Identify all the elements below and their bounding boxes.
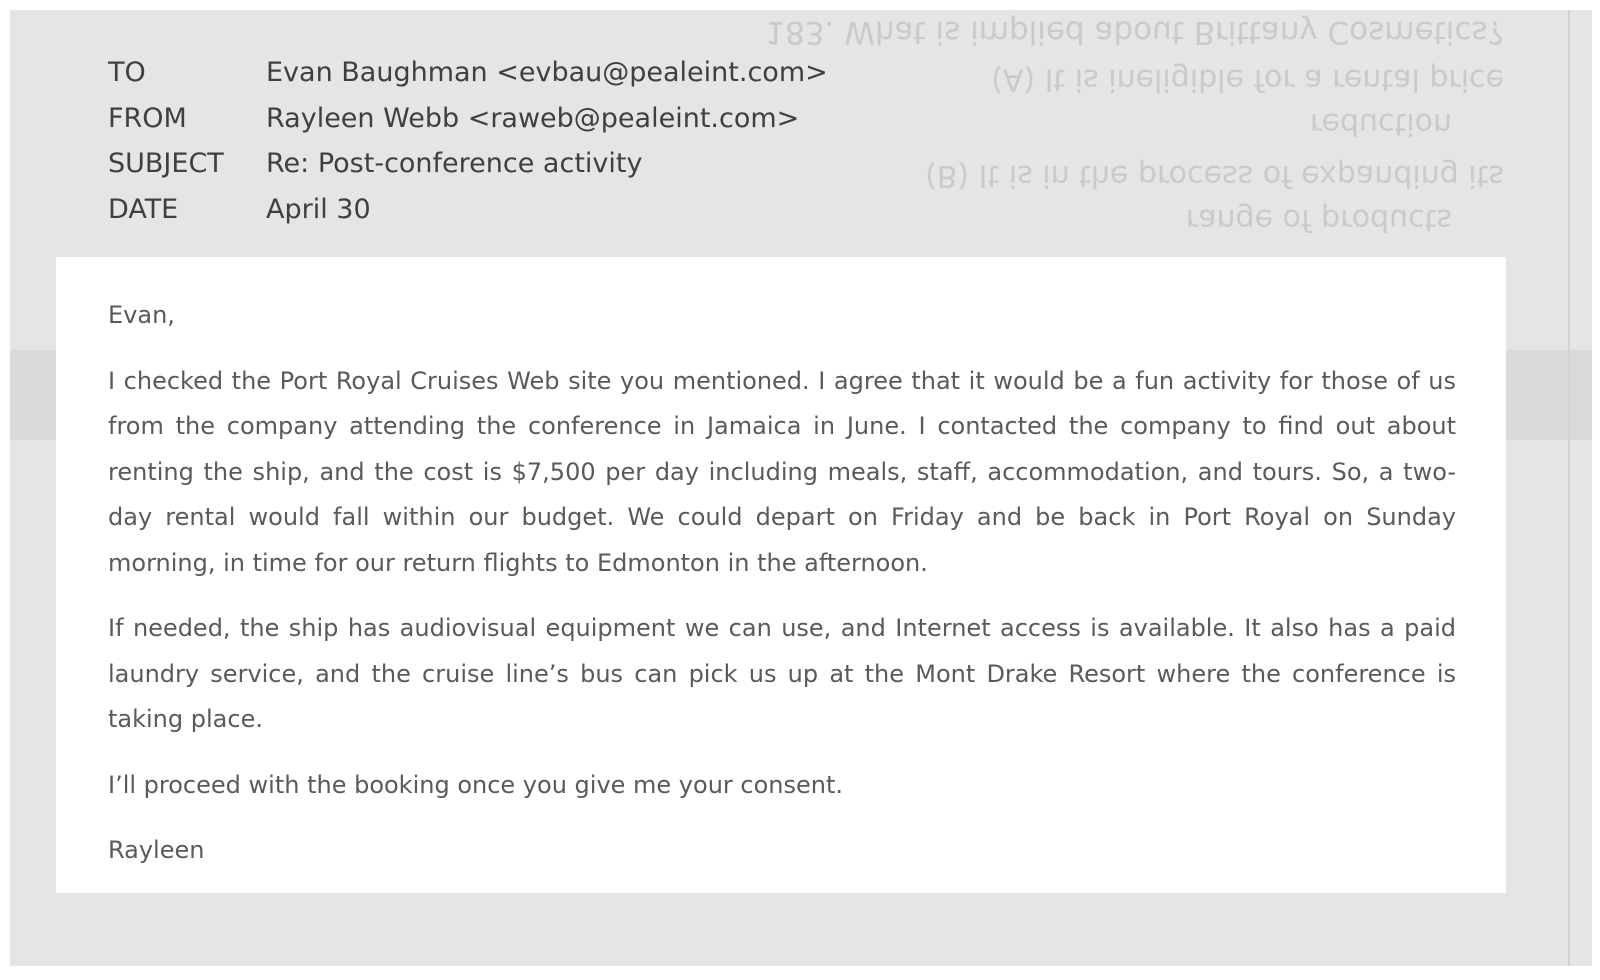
subject-value: Re: Post-conference activity	[266, 148, 643, 179]
signature: Rayleen	[108, 836, 205, 864]
message-text	[108, 293, 1456, 894]
header-label: TO	[108, 57, 146, 88]
body-paragraph: If needed, the ship has audiovisual equipment we can use, and Internet access is available. It also has a paid laundry service, and the cruise line’s bus can pick us up at the Mont Drake Resort where the conference is taking place.	[108, 614, 1456, 733]
greeting: Evan,	[108, 301, 175, 329]
recipient-value: Evan Baughman <evbau@pealeint.com>	[266, 57, 828, 88]
header-label: FROM	[108, 102, 187, 134]
bleed-through-text: reduction	[1309, 106, 1452, 141]
bleed-through-text: (B) It is in the process of expanding its	[925, 158, 1504, 193]
email-header	[108, 50, 1008, 232]
bleed-through-text: (A) It is ineligible for a rental price	[991, 62, 1504, 97]
header-row-date	[108, 187, 1008, 233]
header-label: DATE	[108, 193, 179, 225]
bleed-through-text: range of products	[1185, 202, 1452, 237]
date-value: April 30	[266, 193, 371, 225]
header-label: SUBJECT	[108, 148, 224, 179]
body-paragraph: I checked the Port Royal Cruises Web site you mentioned. I agree that it would be a fun activity for those of us from the company attending the conference in Jamaica in June. I contacted the company to find out about renting the ship, and the cost is $7,500 per day including meals, staff, accommodation, and tours. So, a two-day rental would fall within our budget. We could depart on Friday and be back in Port Royal on Sunday morning, in time for our return flights to Edmonton in the afternoon.	[108, 366, 1456, 577]
header-row-subject	[108, 141, 1008, 187]
bleed-through-rule	[1568, 10, 1570, 966]
email-body	[56, 257, 1506, 893]
sender-value: Rayleen Webb <raweb@pealeint.com>	[266, 102, 800, 134]
scanned-page	[10, 10, 1592, 966]
header-row-to	[108, 50, 1008, 96]
header-row-from	[108, 96, 1008, 142]
body-paragraph: I’ll proceed with the booking once you give me your consent.	[108, 770, 844, 799]
bleed-through-text: 183. What is implied about Brittany Cosmetics?	[765, 14, 1504, 50]
